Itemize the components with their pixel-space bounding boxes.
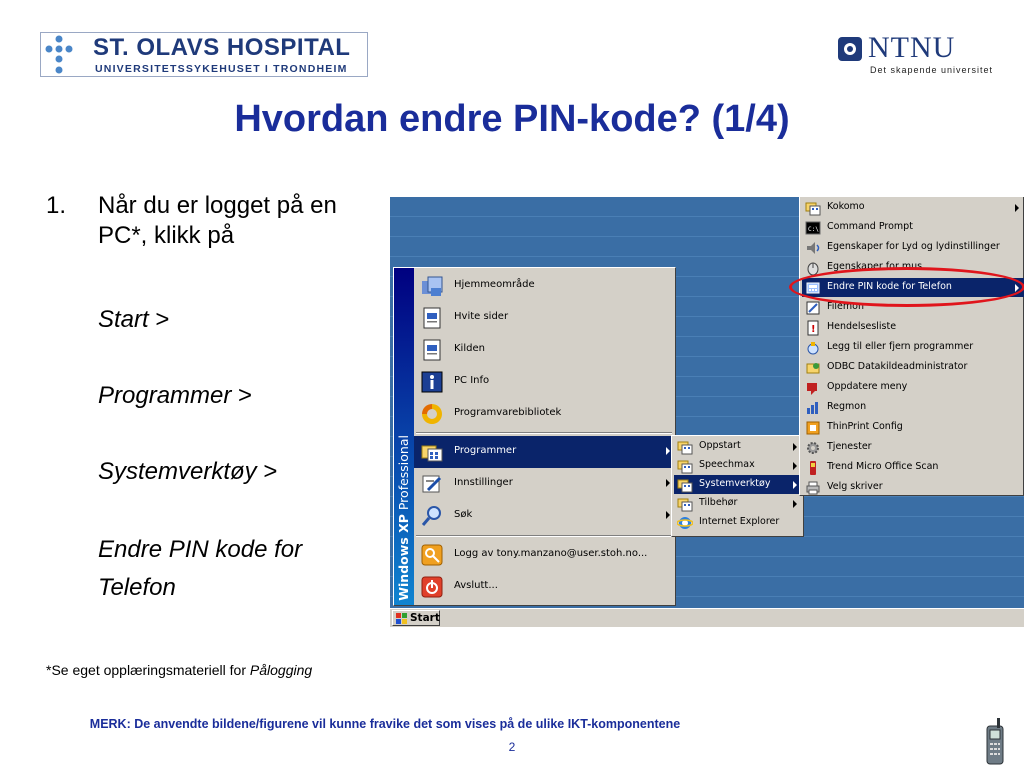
- programmer-item-speechmax[interactable]: [674, 456, 802, 475]
- start-button[interactable]: [392, 610, 440, 626]
- regmon-icon: [805, 400, 821, 416]
- start-item-logg-av[interactable]: [414, 539, 674, 571]
- library-icon: [420, 402, 444, 426]
- submenu-arrow-icon: [666, 447, 670, 455]
- footnote: [46, 662, 312, 678]
- internet-explorer-icon: [677, 515, 693, 531]
- start-item-label: PC Info: [454, 375, 490, 386]
- tool-item-velg-skriver[interactable]: [802, 478, 1024, 497]
- program-group-icon: [677, 439, 693, 455]
- start-menu-divider: [416, 535, 672, 537]
- submenu-arrow-icon: [793, 500, 797, 508]
- banner-text: [396, 435, 411, 601]
- document-icon: [420, 306, 444, 330]
- services-gear-icon: [805, 440, 821, 456]
- submenu-label: Legg til eller fjern programmer: [827, 341, 974, 352]
- footnote-emphasis: Pålogging: [249, 662, 313, 678]
- programmer-item-internet-explorer[interactable]: [674, 513, 802, 532]
- submenu-label: Oppdatere meny: [827, 381, 908, 392]
- st-olavs-logo: [40, 32, 368, 77]
- tool-item-hendelseslist[interactable]: [802, 318, 1024, 337]
- start-item-innstillinger[interactable]: [414, 468, 674, 500]
- start-item-label: Kilden: [454, 343, 485, 354]
- ntnu-name: NTNU: [868, 31, 956, 64]
- svg-text:C:\: C:\: [808, 226, 819, 233]
- hospital-name: ST. OLAVS HOSPITAL: [93, 34, 351, 61]
- submenu-label: Regmon: [827, 401, 867, 412]
- step-path-endre-pin: [98, 531, 376, 607]
- document-icon: [420, 338, 444, 362]
- start-item-avslutt[interactable]: [414, 571, 674, 603]
- tool-item-odbc[interactable]: [802, 358, 1024, 377]
- submenu-arrow-icon: [666, 511, 670, 519]
- tool-item-endre-pin-kode[interactable]: [802, 278, 1024, 297]
- banner-bold: Windows XP: [396, 514, 411, 601]
- tool-item-thinprint[interactable]: [802, 418, 1024, 437]
- submenu-arrow-icon: [793, 443, 797, 451]
- start-item-programvarebibliotek[interactable]: [414, 398, 674, 430]
- start-item-hvite-sider[interactable]: [414, 302, 674, 334]
- step-path-label: Start: [98, 306, 149, 333]
- submenu-label: Systemverktøy: [699, 478, 771, 489]
- submenu-label: Trend Micro Office Scan: [827, 461, 939, 472]
- add-remove-programs-icon: [805, 340, 821, 356]
- submenu-label: Speechmax: [699, 459, 755, 470]
- tool-item-tjenester[interactable]: [802, 438, 1024, 457]
- submenu-label: Egenskaper for Lyd og lydinstillinger: [827, 241, 1000, 252]
- programmer-item-systemverktoy[interactable]: [674, 475, 802, 494]
- start-item-hjemmeomrade[interactable]: [414, 270, 674, 302]
- submenu-label: Egenskaper for mus: [827, 261, 923, 272]
- footnote-text: *Se eget opplæringsmateriell for: [46, 662, 250, 678]
- start-item-label: Avslutt...: [454, 580, 498, 591]
- submenu-arrow-icon: [793, 462, 797, 470]
- submenu-arrow-icon: [1015, 284, 1019, 292]
- start-item-pc-info[interactable]: [414, 366, 674, 398]
- submenu-label: Endre PIN kode for Telefon: [827, 281, 952, 292]
- submenu-label: ThinPrint Config: [827, 421, 903, 432]
- tool-item-kokomo[interactable]: [802, 198, 1024, 217]
- windows-flag-icon: [396, 613, 407, 624]
- tool-item-filemon[interactable]: [802, 298, 1024, 317]
- programmer-item-oppstart[interactable]: [674, 437, 802, 456]
- submenu-label: Hendelsesliste: [827, 321, 897, 332]
- page-number: 2: [508, 740, 516, 754]
- tool-item-regmon[interactable]: [802, 398, 1024, 417]
- step-path-systemverktoy: [98, 457, 277, 487]
- submenu-arrow-icon: [793, 481, 797, 489]
- submenu-arrow-icon: [1015, 204, 1019, 212]
- command-prompt-icon: [805, 220, 821, 236]
- submenu-label: Kokomo: [827, 201, 865, 212]
- settings-icon: [420, 472, 444, 496]
- start-item-label: Programmer: [454, 445, 517, 456]
- step-text: Når du er logget på en PC*, klikk på: [98, 192, 337, 249]
- submenu-label: Oppstart: [699, 440, 741, 451]
- ntnu-tagline: Det skapende universitet: [870, 65, 994, 75]
- search-icon: [420, 504, 444, 528]
- submenu-label: Command Prompt: [827, 221, 913, 232]
- step-path-separator: >: [148, 306, 170, 333]
- tool-item-mus[interactable]: [802, 258, 1024, 277]
- start-menu: [393, 267, 676, 606]
- event-viewer-icon: [805, 320, 821, 336]
- start-button-label: Start: [410, 612, 440, 624]
- submenu-arrow-icon: [666, 479, 670, 487]
- home-folder-icon: [420, 274, 444, 298]
- mobile-phone-icon: [983, 718, 1009, 766]
- merk-note: MERK: De anvendte bildene/figurene vil kunne fravike det som vises på de ulike IKT-komponentene: [89, 717, 681, 731]
- update-menu-icon: [805, 380, 821, 396]
- start-item-label: Innstillinger: [454, 477, 513, 488]
- thinprint-icon: [805, 420, 821, 436]
- start-item-kilden[interactable]: [414, 334, 674, 366]
- windows-xp-banner: [394, 268, 414, 605]
- mouse-icon: [805, 260, 821, 276]
- programmer-item-tilbehor[interactable]: [674, 494, 802, 513]
- start-item-programmer[interactable]: [414, 436, 674, 468]
- trend-micro-icon: [805, 460, 821, 476]
- start-menu-divider: [416, 432, 672, 434]
- submenu-label: ODBC Datakildeadministrator: [827, 361, 968, 372]
- submenu-label: Tilbehør: [699, 497, 738, 508]
- start-item-sok[interactable]: [414, 500, 674, 532]
- tool-item-command-prompt[interactable]: [802, 218, 1024, 237]
- start-item-label: Søk: [454, 509, 473, 520]
- info-icon: [420, 370, 444, 394]
- program-group-icon: [805, 200, 821, 216]
- tool-item-oppdatere-meny[interactable]: [802, 378, 1024, 397]
- start-item-label: Hvite sider: [454, 311, 509, 322]
- hospital-dots-icon: [41, 33, 93, 76]
- svg-text:!: !: [811, 324, 816, 335]
- slide-title: Hvordan endre PIN-kode? (1/4): [234, 98, 790, 140]
- step-path-label: Endre PIN kode for Telefon: [98, 536, 303, 601]
- start-item-label: Logg av tony.manzano@user.stoh.no...: [454, 548, 648, 559]
- program-group-icon: [677, 477, 693, 493]
- step-path-label: Systemverktøy: [98, 458, 257, 485]
- hospital-subtitle: UNIVERSITETSSYKEHUSET I TRONDHEIM: [95, 63, 348, 75]
- step-number: 1.: [46, 192, 67, 219]
- pin-code-phone-icon: [805, 280, 821, 296]
- step-path-label: Programmer: [98, 382, 232, 409]
- step-path-start: [98, 305, 169, 335]
- banner-light: Professional: [396, 435, 411, 515]
- taskbar: [390, 608, 1024, 627]
- start-item-label: Hjemmeområde: [454, 279, 535, 290]
- tool-item-lyd[interactable]: [802, 238, 1024, 257]
- program-group-icon: [677, 458, 693, 474]
- start-item-label: Programvarebibliotek: [454, 407, 562, 418]
- submenu-label: Velg skriver: [827, 481, 883, 492]
- odbc-icon: [805, 360, 821, 376]
- ntnu-mark-icon: [838, 37, 862, 61]
- submenu-label: Internet Explorer: [699, 516, 780, 527]
- step-path-programmer: [98, 381, 252, 411]
- printer-icon: [805, 480, 821, 496]
- shutdown-icon: [420, 575, 444, 599]
- ntnu-logo: [838, 31, 998, 78]
- programmer-submenu: [671, 435, 804, 537]
- step-path-separator: >: [256, 458, 278, 485]
- submenu-label: Tjenester: [827, 441, 872, 452]
- program-group-icon: [677, 496, 693, 512]
- step-path-separator: >: [231, 382, 253, 409]
- sound-icon: [805, 240, 821, 256]
- programs-icon: [420, 440, 444, 464]
- systemverktoy-submenu: [799, 197, 1024, 496]
- submenu-label: Filemon: [827, 301, 864, 312]
- logoff-icon: [420, 543, 444, 567]
- xp-start-menu-screenshot: [390, 197, 1024, 627]
- filemon-icon: [805, 300, 821, 316]
- tool-item-trend-micro[interactable]: [802, 458, 1024, 477]
- tool-item-legg-til-fjern[interactable]: [802, 338, 1024, 357]
